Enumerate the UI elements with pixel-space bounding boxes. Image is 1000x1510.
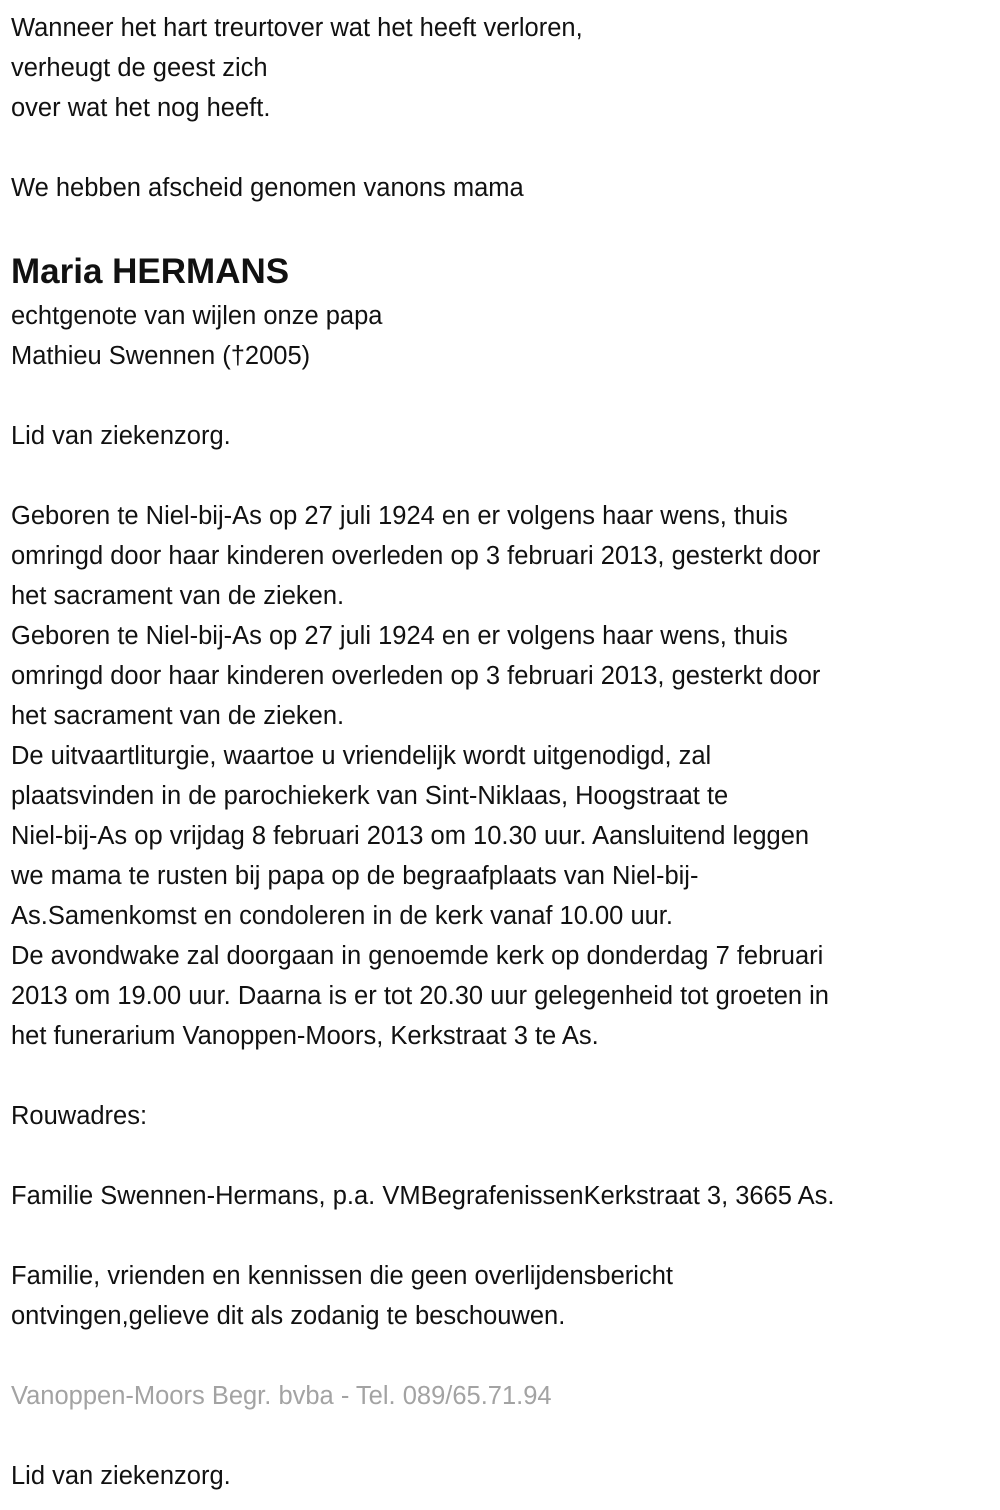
body-line: omringd door haar kinderen overleden op 3 februari 2013, gesterkt door [11,542,821,570]
deceased-name: Maria HERMANS [11,252,290,291]
body-line: As.Samenkomst en condoleren in de kerk vanaf 10.00 uur. [11,902,673,930]
body-line: Geboren te Niel-bij-As op 27 juli 1924 en er volgens haar wens, thuis [11,502,788,530]
body-line: het sacrament van de zieken. [11,582,345,610]
body-text [11,496,1000,1056]
poem-line: over wat het nog heeft. [11,94,271,122]
notice-line: Familie, vrienden en kennissen die geen overlijdensbericht [11,1262,673,1290]
body-line: Niel-bij-As op vrijdag 8 februari 2013 om 10.30 uur. Aansluitend leggen [11,822,810,850]
undertaker-info: Vanoppen-Moors Begr. bvba - Tel. 089/65.71.94 [11,1382,552,1410]
poem [11,8,1000,128]
body-line: 2013 om 19.00 uur. Daarna is er tot 20.30 uur gelegenheid tot groeten in [11,982,829,1010]
footer-membership: Lid van ziekenzorg. [11,1462,231,1490]
membership-text: Lid van ziekenzorg. [11,422,231,450]
body-line: het funerarium Vanoppen-Moors, Kerkstraat 3 te As. [11,1022,599,1050]
body-line: het sacrament van de zieken. [11,702,345,730]
spouse-line: echtgenote van wijlen onze papa [11,302,383,330]
notice-line: ontvingen,gelieve dit als zodanig te beschouwen. [11,1302,566,1330]
body-line: De uitvaartliturgie, waartoe u vriendelijk wordt uitgenodigd, zal [11,742,712,770]
body-line: plaatsvinden in de parochiekerk van Sint-Niklaas, Hoogstraat te [11,782,729,810]
body-line: De avondwake zal doorgaan in genoemde kerk op donderdag 7 februari [11,942,824,970]
poem-line: verheugt de geest zich [11,54,268,82]
poem-line: Wanneer het hart treurtover wat het heeft verloren, [11,14,583,42]
spouse-line: Mathieu Swennen (†2005) [11,342,311,370]
intro-text: We hebben afscheid genomen vanons mama [11,174,524,202]
address-label: Rouwadres: [11,1102,148,1130]
address-text: Familie Swennen-Hermans, p.a. VMBegrafenissenKerkstraat 3, 3665 As. [11,1182,835,1210]
body-line: omringd door haar kinderen overleden op 3 februari 2013, gesterkt door [11,662,821,690]
body-line: we mama te rusten bij papa op de begraafplaats van Niel-bij- [11,862,699,890]
body-line: Geboren te Niel-bij-As op 27 juli 1924 en er volgens haar wens, thuis [11,622,788,650]
